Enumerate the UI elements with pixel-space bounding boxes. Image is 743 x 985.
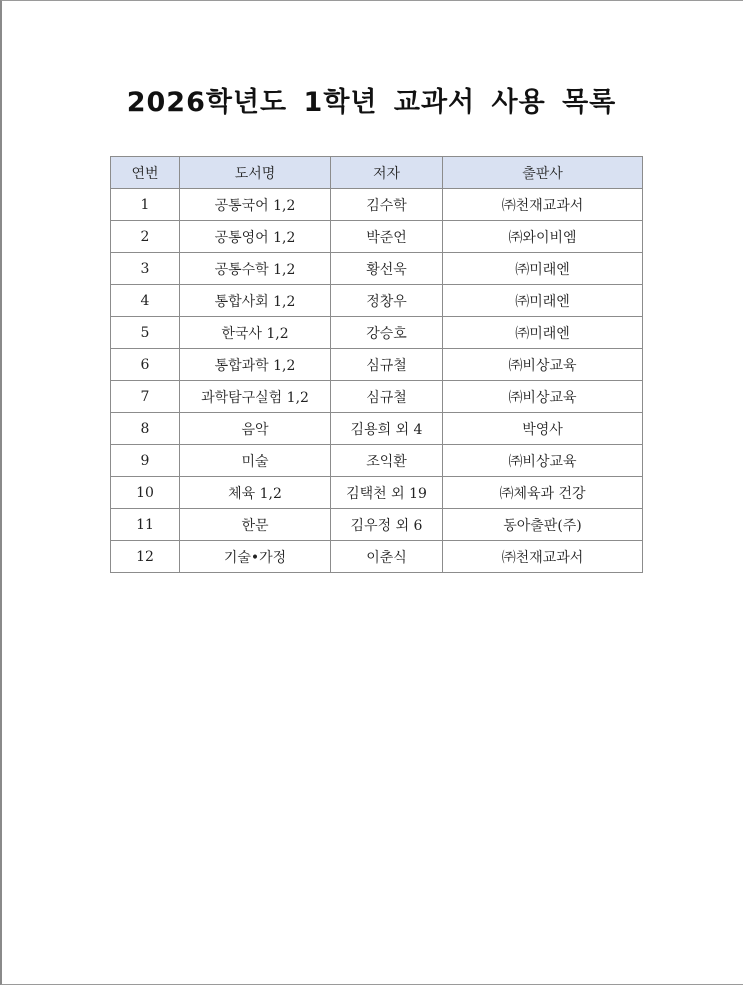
cell-book-title: 기술•가정: [180, 541, 331, 573]
table-row: [111, 253, 643, 285]
cell-publisher: 동아출판(주): [443, 509, 643, 541]
cell-publisher: ㈜체육과 건강: [443, 477, 643, 509]
table-row: [111, 477, 643, 509]
cell-author: 이춘식: [331, 541, 443, 573]
cell-number: 12: [111, 541, 180, 573]
cell-number: 1: [111, 189, 180, 221]
header-publisher: 출판사: [443, 157, 643, 189]
cell-number: 10: [111, 477, 180, 509]
cell-author: 강승호: [331, 317, 443, 349]
cell-publisher: 박영사: [443, 413, 643, 445]
cell-number: 2: [111, 221, 180, 253]
cell-publisher: ㈜미래엔: [443, 317, 643, 349]
header-book-title: 도서명: [180, 157, 331, 189]
cell-author: 김택천 외 19: [331, 477, 443, 509]
table-row: [111, 445, 643, 477]
cell-book-title: 체육 1,2: [180, 477, 331, 509]
table-row: [111, 189, 643, 221]
cell-publisher: ㈜미래엔: [443, 253, 643, 285]
cell-publisher: ㈜천재교과서: [443, 541, 643, 573]
cell-publisher: ㈜와이비엠: [443, 221, 643, 253]
table-row: [111, 285, 643, 317]
cell-author: 황선욱: [331, 253, 443, 285]
table-row: [111, 221, 643, 253]
cell-number: 5: [111, 317, 180, 349]
table-row: [111, 381, 643, 413]
table-row: [111, 317, 643, 349]
cell-book-title: 과학탐구실험 1,2: [180, 381, 331, 413]
cell-author: 김수학: [331, 189, 443, 221]
cell-publisher: ㈜비상교육: [443, 349, 643, 381]
header-author: 저자: [331, 157, 443, 189]
table-header-row: [111, 157, 643, 189]
cell-book-title: 한국사 1,2: [180, 317, 331, 349]
cell-number: 7: [111, 381, 180, 413]
header-number: 연번: [111, 157, 180, 189]
cell-number: 11: [111, 509, 180, 541]
cell-book-title: 공통국어 1,2: [180, 189, 331, 221]
cell-publisher: ㈜미래엔: [443, 285, 643, 317]
cell-number: 3: [111, 253, 180, 285]
cell-author: 박준언: [331, 221, 443, 253]
textbook-table: [110, 156, 643, 573]
document-title: 2026학년도 1학년 교과서 사용 목록: [126, 87, 617, 118]
cell-author: 정창우: [331, 285, 443, 317]
cell-publisher: ㈜천재교과서: [443, 189, 643, 221]
cell-book-title: 음악: [180, 413, 331, 445]
cell-author: 조익환: [331, 445, 443, 477]
table-row: [111, 349, 643, 381]
cell-number: 8: [111, 413, 180, 445]
cell-number: 6: [111, 349, 180, 381]
cell-book-title: 한문: [180, 509, 331, 541]
table-row: [111, 541, 643, 573]
cell-book-title: 통합사회 1,2: [180, 285, 331, 317]
table-row: [111, 413, 643, 445]
cell-author: 김우정 외 6: [331, 509, 443, 541]
cell-book-title: 미술: [180, 445, 331, 477]
cell-book-title: 통합과학 1,2: [180, 349, 331, 381]
cell-book-title: 공통영어 1,2: [180, 221, 331, 253]
cell-book-title: 공통수학 1,2: [180, 253, 331, 285]
cell-author: 심규철: [331, 381, 443, 413]
cell-number: 4: [111, 285, 180, 317]
cell-author: 김용희 외 4: [331, 413, 443, 445]
cell-publisher: ㈜비상교육: [443, 381, 643, 413]
cell-number: 9: [111, 445, 180, 477]
table-row: [111, 509, 643, 541]
cell-publisher: ㈜비상교육: [443, 445, 643, 477]
cell-author: 심규철: [331, 349, 443, 381]
